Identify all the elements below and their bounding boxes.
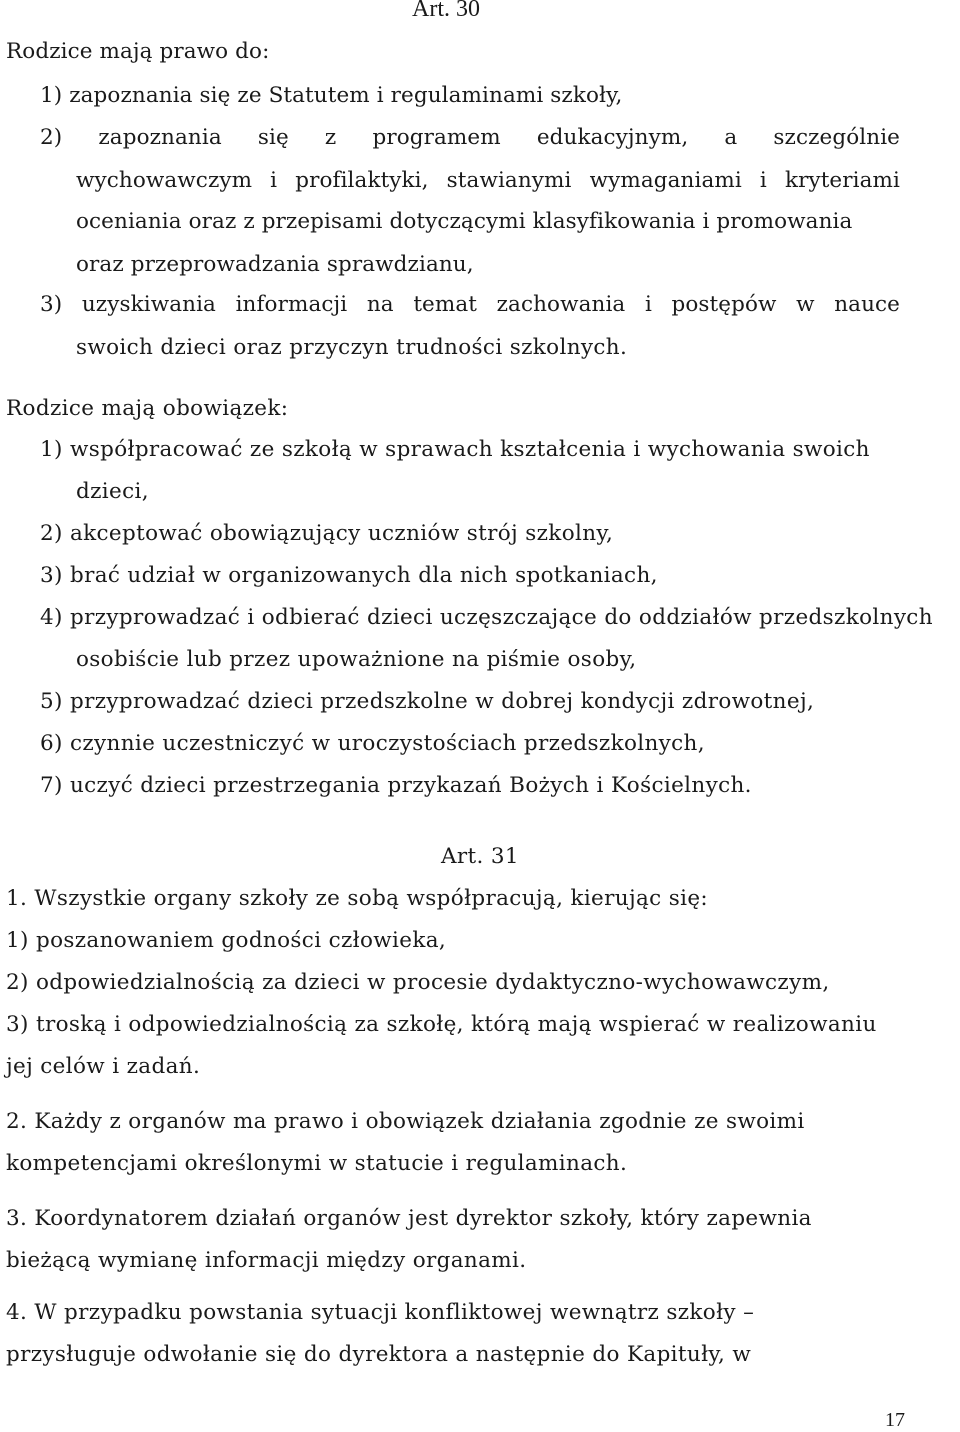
art31-point-4-cont: przysługuje odwołanie się do dyrektora a następnie do Kapituły, w bbox=[6, 1342, 752, 1367]
page-number: 17 bbox=[885, 1409, 905, 1431]
art31-point-1: 1. Wszystkie organy szkoły ze sobą współpracują, kierując się: bbox=[6, 886, 708, 911]
rights-item-1: 1) zapoznania się ze Statutem i regulaminami szkoły, bbox=[40, 83, 623, 108]
duties-item-6: 6) czynnie uczestniczyć w uroczystościach przedszkolnych, bbox=[40, 731, 705, 756]
duties-item-1: 1) współpracować ze szkołą w sprawach kształcenia i wychowania swoich bbox=[40, 437, 870, 462]
art31-point-1-item-3: 3) troską i odpowiedzialnością za szkołę, którą mają wspierać w realizowaniu bbox=[6, 1012, 877, 1037]
art31-point-1-item-2: 2) odpowiedzialnością za dzieci w procesie dydaktyczno-wychowawczym, bbox=[6, 970, 830, 995]
art31-point-4: 4. W przypadku powstania sytuacji konfliktowej wewnątrz szkoły – bbox=[6, 1300, 755, 1325]
rights-item-2: 2) zapoznania się z programem edukacyjnym, a szczególnie bbox=[40, 125, 900, 150]
art31-heading: Art. 31 bbox=[441, 844, 519, 869]
art31-point-3-cont: bieżącą wymianę informacji między organami. bbox=[6, 1248, 527, 1273]
rights-item-2-cont: wychowawczym i profilaktyki, stawianymi wymaganiami i kryteriami bbox=[76, 168, 900, 193]
rights-item-3-cont: swoich dzieci oraz przyczyn trudności szkolnych. bbox=[76, 335, 628, 360]
art30-heading: Art. 30 bbox=[412, 0, 480, 22]
duties-item-4: 4) przyprowadzać i odbierać dzieci uczęszczające do oddziałów przedszkolnych bbox=[40, 605, 933, 630]
duties-item-2: 2) akceptować obowiązujący uczniów strój szkolny, bbox=[40, 521, 614, 546]
rights-intro: Rodzice mają prawo do: bbox=[6, 39, 270, 64]
duties-item-5: 5) przyprowadzać dzieci przedszkolne w dobrej kondycji zdrowotnej, bbox=[40, 689, 815, 714]
rights-item-2-cont: oraz przeprowadzania sprawdzianu, bbox=[76, 252, 474, 277]
art31-point-2: 2. Każdy z organów ma prawo i obowiązek działania zgodnie ze swoimi bbox=[6, 1109, 805, 1134]
art31-point-1-item-3-cont: jej celów i zadań. bbox=[6, 1054, 201, 1079]
art31-point-1-item-1: 1) poszanowaniem godności człowieka, bbox=[6, 928, 447, 953]
rights-item-3: 3) uzyskiwania informacji na temat zachowania i postępów w nauce bbox=[40, 292, 900, 317]
duties-item-3: 3) brać udział w organizowanych dla nich spotkaniach, bbox=[40, 563, 658, 588]
rights-item-2-cont: oceniania oraz z przepisami dotyczącymi klasyfikowania i promowania bbox=[76, 209, 853, 234]
art31-point-2-cont: kompetencjami określonymi w statucie i regulaminach. bbox=[6, 1151, 628, 1176]
art31-point-3: 3. Koordynatorem działań organów jest dyrektor szkoły, który zapewnia bbox=[6, 1206, 812, 1231]
duties-intro: Rodzice mają obowiązek: bbox=[6, 396, 289, 421]
duties-item-4-cont: osobiście lub przez upoważnione na piśmie osoby, bbox=[76, 647, 637, 672]
duties-item-7: 7) uczyć dzieci przestrzegania przykazań Bożych i Kościelnych. bbox=[40, 773, 752, 798]
duties-item-1-cont: dzieci, bbox=[76, 479, 149, 504]
